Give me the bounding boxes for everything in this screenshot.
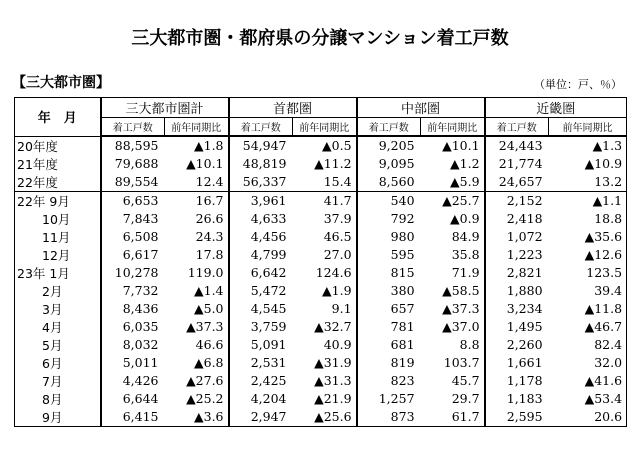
yoy-cell: 84.9 bbox=[421, 228, 485, 246]
yoy-cell: ▲1.9 bbox=[293, 282, 357, 300]
yoy-cell: ▲37.3 bbox=[165, 318, 229, 336]
units-cell: 6,642 bbox=[250, 265, 287, 280]
units-cell: 5,011 bbox=[122, 355, 159, 370]
units-cell: 9,205 bbox=[378, 138, 415, 154]
units-cell: 3,961 bbox=[250, 193, 287, 208]
yoy-cell: ▲11.8 bbox=[549, 300, 627, 318]
yoy-cell: 61.7 bbox=[421, 408, 485, 427]
yoy-cell: ▲58.5 bbox=[421, 282, 485, 300]
table-row bbox=[15, 390, 627, 408]
table-row bbox=[15, 354, 627, 372]
table-row bbox=[15, 264, 627, 282]
yoy-cell: 16.7 bbox=[165, 191, 229, 210]
yoy-cell: 123.5 bbox=[549, 264, 627, 282]
units-cell: 10,278 bbox=[114, 265, 159, 280]
subheader-yoy: 前年同期比 bbox=[165, 118, 229, 137]
table-row bbox=[15, 318, 627, 336]
units-cell: 681 bbox=[390, 337, 415, 352]
units-cell: 6,508 bbox=[122, 229, 159, 244]
table-row bbox=[15, 282, 627, 300]
yoy-cell: ▲31.3 bbox=[293, 372, 357, 390]
yoy-cell: ▲31.9 bbox=[293, 354, 357, 372]
units-cell: 48,819 bbox=[242, 156, 287, 171]
units-cell: 2,425 bbox=[250, 373, 287, 388]
housing-starts-table bbox=[14, 97, 627, 427]
table-row bbox=[15, 300, 627, 318]
units-cell: 595 bbox=[390, 247, 415, 262]
yoy-cell: 46.6 bbox=[165, 336, 229, 354]
units-cell: 79,688 bbox=[114, 156, 159, 171]
yoy-cell: 82.4 bbox=[549, 336, 627, 354]
yoy-cell: ▲35.6 bbox=[549, 228, 627, 246]
units-cell: 24,657 bbox=[485, 173, 549, 192]
yoy-cell: ▲0.9 bbox=[421, 210, 485, 228]
yoy-cell: 17.8 bbox=[165, 246, 229, 264]
units-cell: 380 bbox=[390, 283, 415, 298]
yoy-cell: 13.2 bbox=[549, 173, 627, 192]
units-cell: 1,495 bbox=[506, 319, 543, 334]
units-cell: 540 bbox=[390, 193, 415, 208]
yoy-cell: 35.8 bbox=[421, 246, 485, 264]
units-cell: 7,843 bbox=[122, 211, 159, 226]
row-label: 4月 bbox=[15, 318, 101, 336]
yoy-cell: ▲32.7 bbox=[293, 318, 357, 336]
yoy-cell: ▲10.1 bbox=[421, 136, 485, 155]
units-cell: 1,223 bbox=[506, 247, 543, 262]
units-cell: 2,418 bbox=[506, 211, 543, 226]
yoy-cell: ▲25.7 bbox=[421, 191, 485, 210]
yoy-cell: 45.7 bbox=[421, 372, 485, 390]
units-cell: 6,415 bbox=[101, 408, 165, 427]
subheader-units: 着工戸数 bbox=[101, 118, 165, 137]
year-month-header: 年 月 bbox=[15, 98, 101, 137]
yoy-cell: 8.8 bbox=[421, 336, 485, 354]
units-cell: 815 bbox=[390, 265, 415, 280]
units-cell: 1,072 bbox=[506, 229, 543, 244]
yoy-cell: ▲10.1 bbox=[165, 155, 229, 173]
units-cell: 9,095 bbox=[378, 156, 415, 171]
units-cell: 21,774 bbox=[498, 156, 543, 171]
yoy-cell: 37.9 bbox=[293, 210, 357, 228]
row-label: 3月 bbox=[15, 300, 101, 318]
subheader-yoy: 前年同期比 bbox=[421, 118, 485, 137]
units-cell: 4,633 bbox=[250, 211, 287, 226]
yoy-cell: 29.7 bbox=[421, 390, 485, 408]
units-cell: 1,183 bbox=[506, 391, 543, 406]
table-row bbox=[15, 336, 627, 354]
row-label: 5月 bbox=[15, 336, 101, 354]
units-cell: 4,426 bbox=[122, 373, 159, 388]
table-row bbox=[15, 210, 627, 228]
units-cell: 4,545 bbox=[250, 301, 287, 316]
yoy-cell: ▲10.9 bbox=[549, 155, 627, 173]
row-label: 10月 bbox=[15, 210, 101, 228]
units-cell: 2,152 bbox=[506, 193, 543, 208]
units-cell: 980 bbox=[390, 229, 415, 244]
units-cell: 4,799 bbox=[250, 247, 287, 262]
yoy-cell: ▲37.3 bbox=[421, 300, 485, 318]
subheader-units: 着工戸数 bbox=[357, 118, 421, 137]
units-cell: 7,732 bbox=[122, 283, 159, 298]
yoy-cell: ▲1.4 bbox=[165, 282, 229, 300]
row-label: 11月 bbox=[15, 228, 101, 246]
table-row bbox=[15, 228, 627, 246]
units-cell: 792 bbox=[390, 211, 415, 226]
table-row bbox=[15, 191, 627, 210]
row-label: 7月 bbox=[15, 372, 101, 390]
yoy-cell: ▲11.2 bbox=[293, 155, 357, 173]
units-cell: 873 bbox=[357, 408, 421, 427]
yoy-cell: 40.9 bbox=[293, 336, 357, 354]
yoy-cell: 12.4 bbox=[165, 173, 229, 192]
group-header-chubu: 中部圏 bbox=[357, 98, 485, 118]
units-cell: 6,617 bbox=[122, 247, 159, 262]
row-label: 22年 9月 bbox=[15, 191, 101, 210]
units-cell: 657 bbox=[390, 301, 415, 316]
yoy-cell: 15.4 bbox=[293, 173, 357, 192]
units-cell: 1,880 bbox=[506, 283, 543, 298]
section-label: 【三大都市圏】 bbox=[12, 75, 110, 91]
units-cell: 2,531 bbox=[250, 355, 287, 370]
subheader-units: 着工戸数 bbox=[229, 118, 293, 137]
units-cell: 6,035 bbox=[122, 319, 159, 334]
yoy-cell: 9.1 bbox=[293, 300, 357, 318]
units-cell: 56,337 bbox=[229, 173, 293, 192]
units-cell: 8,436 bbox=[122, 301, 159, 316]
yoy-cell: 18.8 bbox=[549, 210, 627, 228]
yoy-cell: 103.7 bbox=[421, 354, 485, 372]
row-label: 12月 bbox=[15, 246, 101, 264]
units-cell: 4,204 bbox=[250, 391, 287, 406]
yoy-cell: ▲41.6 bbox=[549, 372, 627, 390]
row-label: 2月 bbox=[15, 282, 101, 300]
units-cell: 8,032 bbox=[122, 337, 159, 352]
subheader-yoy: 前年同期比 bbox=[293, 118, 357, 137]
row-label: 6月 bbox=[15, 354, 101, 372]
yoy-cell: ▲3.6 bbox=[165, 408, 229, 427]
yoy-cell: 41.7 bbox=[293, 191, 357, 210]
units-cell: 2,821 bbox=[506, 265, 543, 280]
table-row bbox=[15, 372, 627, 390]
units-cell: 5,091 bbox=[250, 337, 287, 352]
units-cell: 6,644 bbox=[122, 391, 159, 406]
yoy-cell: ▲12.6 bbox=[549, 246, 627, 264]
units-cell: 6,653 bbox=[122, 193, 159, 208]
row-label: 21年度 bbox=[15, 155, 101, 173]
subheader-yoy: 前年同期比 bbox=[549, 118, 627, 137]
table-row bbox=[15, 246, 627, 264]
row-label: 20年度 bbox=[15, 136, 101, 155]
subheader-units: 着工戸数 bbox=[485, 118, 549, 137]
units-cell: 2,595 bbox=[485, 408, 549, 427]
units-cell: 5,472 bbox=[250, 283, 287, 298]
yoy-cell: 20.6 bbox=[549, 408, 627, 427]
units-cell: 2,260 bbox=[506, 337, 543, 352]
yoy-cell: ▲25.2 bbox=[165, 390, 229, 408]
units-cell: 1,661 bbox=[506, 355, 543, 370]
yoy-cell: ▲46.7 bbox=[549, 318, 627, 336]
units-cell: 4,456 bbox=[250, 229, 287, 244]
row-label: 8月 bbox=[15, 390, 101, 408]
row-label: 9月 bbox=[15, 408, 101, 427]
units-cell: 2,947 bbox=[229, 408, 293, 427]
yoy-cell: 124.6 bbox=[293, 264, 357, 282]
group-header-kinki: 近畿圏 bbox=[485, 98, 627, 118]
yoy-cell: 46.5 bbox=[293, 228, 357, 246]
yoy-cell: 39.4 bbox=[549, 282, 627, 300]
page-title: 三大都市圏・都府県の分譲マンション着工戸数 bbox=[131, 28, 509, 49]
yoy-cell: ▲27.6 bbox=[165, 372, 229, 390]
yoy-cell: ▲1.1 bbox=[549, 191, 627, 210]
units-cell: 1,257 bbox=[378, 391, 415, 406]
units-cell: 8,560 bbox=[357, 173, 421, 192]
table-row bbox=[15, 155, 627, 173]
row-label: 23年 1月 bbox=[15, 264, 101, 282]
yoy-cell: ▲5.0 bbox=[165, 300, 229, 318]
yoy-cell: 27.0 bbox=[293, 246, 357, 264]
group-header-total: 三大都市圏計 bbox=[101, 98, 229, 118]
units-cell: 823 bbox=[390, 373, 415, 388]
yoy-cell: ▲1.8 bbox=[165, 136, 229, 155]
units-cell: 88,595 bbox=[114, 138, 159, 154]
units-cell: 54,947 bbox=[242, 138, 287, 154]
units-cell: 24,443 bbox=[498, 138, 543, 154]
units-cell: 3,759 bbox=[250, 319, 287, 334]
table-row bbox=[15, 408, 627, 427]
yoy-cell: 24.3 bbox=[165, 228, 229, 246]
yoy-cell: ▲0.5 bbox=[293, 136, 357, 155]
yoy-cell: ▲37.0 bbox=[421, 318, 485, 336]
yoy-cell: ▲53.4 bbox=[549, 390, 627, 408]
yoy-cell: 71.9 bbox=[421, 264, 485, 282]
yoy-cell: ▲5.9 bbox=[421, 173, 485, 192]
yoy-cell: 32.0 bbox=[549, 354, 627, 372]
units-cell: 89,554 bbox=[101, 173, 165, 192]
yoy-cell: ▲6.8 bbox=[165, 354, 229, 372]
group-header-shutoken: 首都圏 bbox=[229, 98, 357, 118]
units-cell: 3,234 bbox=[506, 301, 543, 316]
yoy-cell: ▲21.9 bbox=[293, 390, 357, 408]
table-row bbox=[15, 173, 627, 192]
yoy-cell: ▲1.2 bbox=[421, 155, 485, 173]
table-row bbox=[15, 136, 627, 155]
units-cell: 819 bbox=[390, 355, 415, 370]
yoy-cell: ▲25.6 bbox=[293, 408, 357, 427]
units-cell: 1,178 bbox=[506, 373, 543, 388]
unit-label: （単位：戸、％） bbox=[534, 78, 622, 91]
yoy-cell: ▲1.3 bbox=[549, 136, 627, 155]
units-cell: 781 bbox=[390, 319, 415, 334]
row-label: 22年度 bbox=[15, 173, 101, 192]
yoy-cell: 26.6 bbox=[165, 210, 229, 228]
yoy-cell: 119.0 bbox=[165, 264, 229, 282]
